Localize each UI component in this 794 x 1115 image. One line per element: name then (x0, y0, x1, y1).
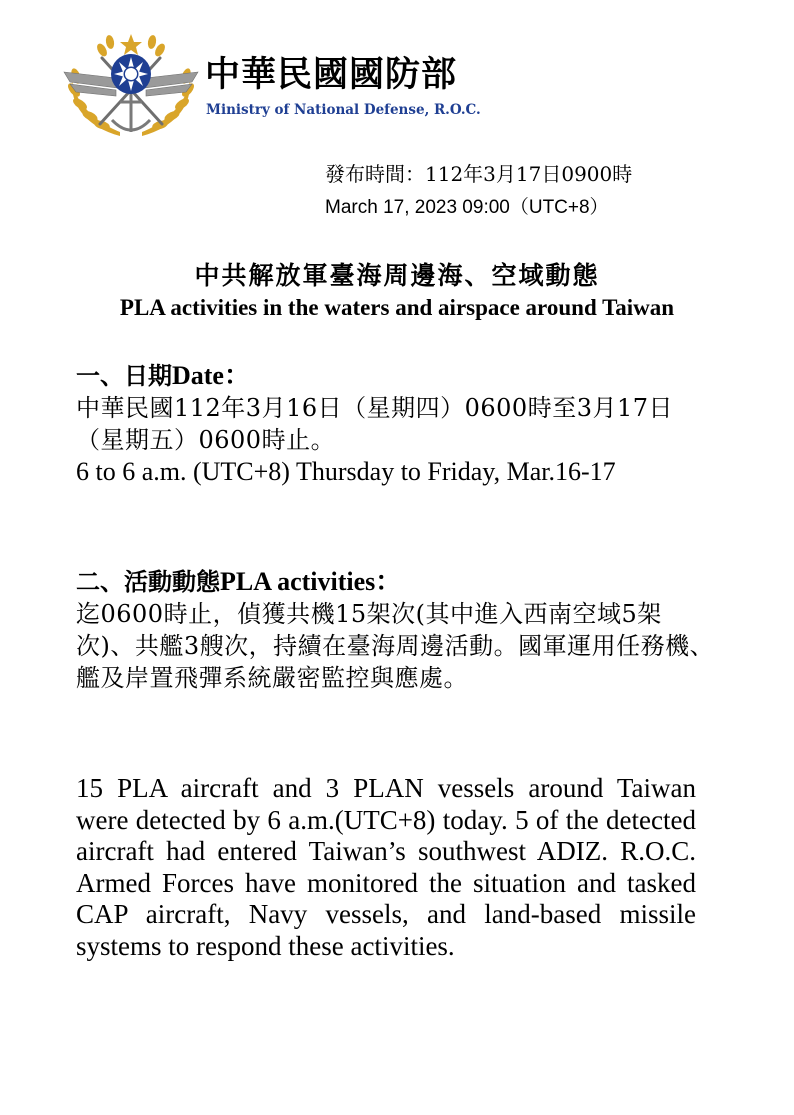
org-name-en: Ministry of National Defense, R.O.C. (206, 102, 481, 118)
release-time-en: March 17, 2023 09:00（UTC+8） (325, 197, 609, 218)
activities-body-cn: 迄0600時止，偵獲共機15架次(其中進入西南空域5架次)、共艦3艘次，持續在臺海周邊活動。國軍運用任務機、艦及岸置飛彈系統嚴密監控與應處。 (76, 600, 715, 692)
date-body-en: 6 to 6 a.m. (UTC+8) Thursday to Friday, Mar.16-17 (76, 457, 616, 486)
page-title-en: PLA activities in the waters and airspace around Taiwan (119, 295, 675, 320)
date-heading (76, 360, 716, 392)
page-title-cn: 中共解放軍臺海周邊海、空域動態 (194, 261, 600, 290)
sun-emblem-icon (111, 54, 151, 94)
date-heading-cn: 一、日期 (76, 361, 172, 390)
date-heading-en: Date： (172, 361, 250, 390)
release-time-cn: 發布時間：112年3月17日0900時 (325, 162, 633, 186)
activities-heading (76, 566, 716, 598)
star-icon (120, 34, 142, 55)
release-time (325, 158, 632, 224)
org-name-cn: 中華民國國防部 (205, 54, 458, 95)
activities-heading-cn: 二、活動動態 (76, 567, 220, 596)
activities-section (76, 566, 716, 694)
ministry-emblem-logo (60, 28, 202, 140)
activities-heading-en: PLA activities： (220, 567, 402, 596)
activities-body-en: 15 PLA aircraft and 3 PLAN vessels around Taiwan were detected by 6 a.m.(UTC+8) today. 5 of the detected aircraft had entered Taiwan’s southwest ADIZ. R.O.C. Armed Forces have monitored the situation and tasked CAP aircraft, Navy vessels, and land-based missile systems to respond these activities. (76, 773, 696, 961)
date-body-cn: 中華民國112年3月16日（星期四）0600時至3月17日（星期五）0600時止。 (76, 394, 674, 454)
activities-english-section (76, 773, 696, 962)
anchor-icon (112, 88, 150, 132)
date-section (76, 360, 716, 488)
